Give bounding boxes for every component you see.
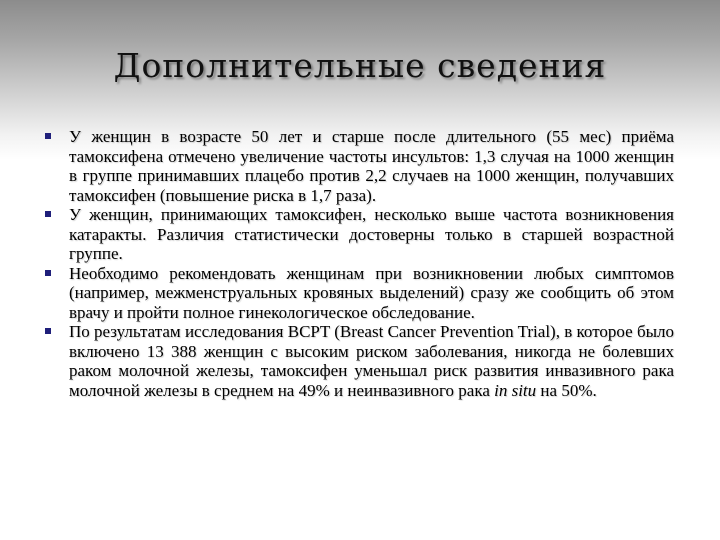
bullet-item-4 [44,322,674,400]
slide-title: Дополнительные сведения [113,46,607,85]
square-bullet-icon [45,328,51,334]
square-bullet-icon [45,133,51,139]
bullet-text-4-main: По результатам исследования BCPT (Breast Cancer Prevention Trial), в которое было включено 13 388 женщин с высоким риском заболевания, никогда не болевших раком молочной железы, тамоксифен уменьшал риск развития инвазивного рака молочной железы в среднем на 49% и неинвазивного рака [69,322,674,400]
in-situ-term: in situ [494,380,537,400]
bullet-text-1: У женщин в возрасте 50 лет и старше после длительного (55 мес) приёма тамоксифена отмечено увеличение частоты инсультов: 1,3 случая на 1000 женщин в группе принимавших плацебо против 2,2 случаев на 1000 женщин, получавших тамоксифен (повышение риска в 1,7 раза). [69,127,674,205]
bullet-list [44,127,674,400]
square-bullet-icon [45,211,51,217]
bullet-item-1 [44,127,674,205]
bullet-item-3 [44,264,674,323]
bullet-text-4-end: на 50%. [536,380,597,400]
bullet-item-2 [44,205,674,264]
bullet-text-3: Необходимо рекомендовать женщинам при возникновении любых симптомов (например, межменструальных кровяных выделений) сразу же сообщить об этом врачу и пройти полное гинекологическое обследование. [69,263,674,322]
bullet-text-4 [69,322,674,400]
bullet-text-2: У женщин, принимающих тамоксифен, несколько выше частота возникновения катаракты. Различия статистически достоверны только в старшей возрастной группе. [69,205,674,263]
square-bullet-icon [45,270,51,276]
